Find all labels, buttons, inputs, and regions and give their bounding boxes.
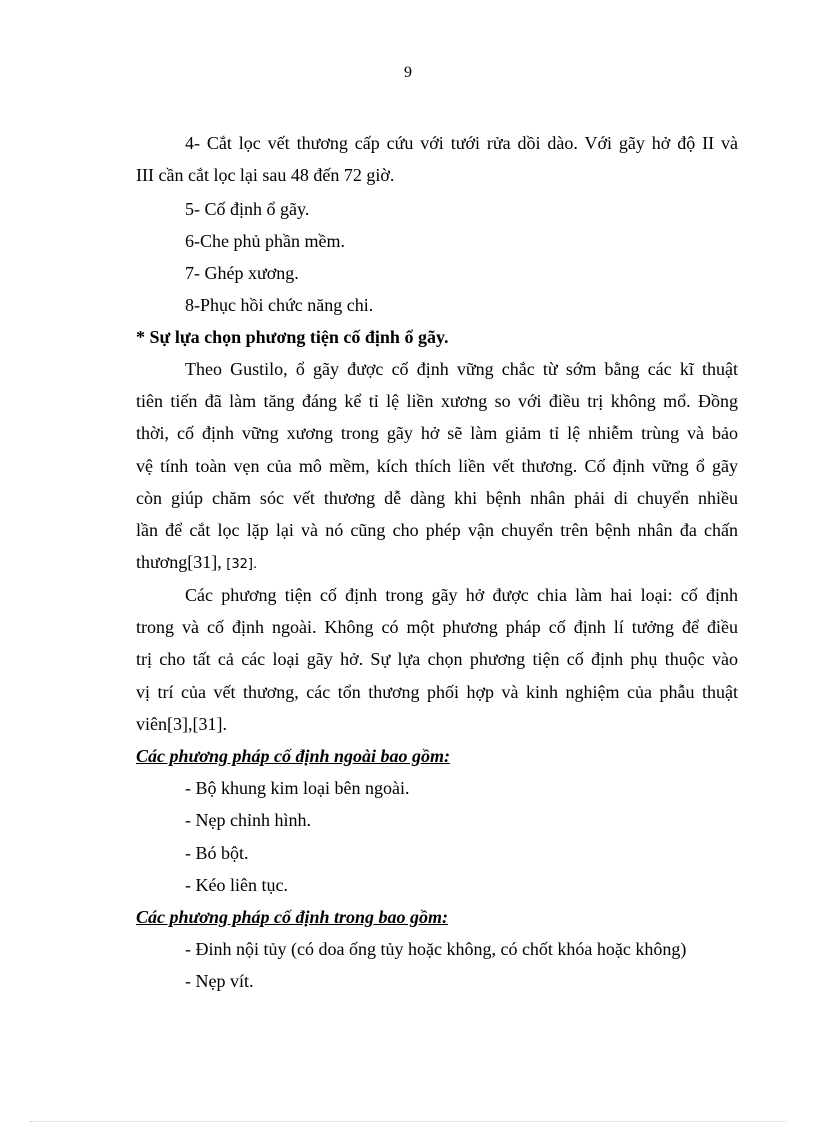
- paragraph-line: vệ tính toàn vẹn của mô mềm, kích thích liền vết thương. Cố định vững ổ gãy: [136, 456, 738, 476]
- list-item: - Bó bột.: [185, 843, 249, 863]
- paragraph-line: III cần cắt lọc lại sau 48 đến 72 giờ.: [136, 165, 395, 185]
- list-item: - Đinh nội tủy (có doa ống tủy hoặc không, có chốt khóa hoặc không): [185, 939, 687, 959]
- paragraph-line: trị cho tất cả các loại gãy hở. Sự lựa chọn phương tiện cố định phụ thuộc vào: [136, 649, 738, 669]
- paragraph-line: lần để cắt lọc lặp lại và nó cũng cho phép vận chuyển trên bệnh nhân đa chấn: [136, 520, 738, 540]
- page-bottom-rule: [30, 1121, 786, 1122]
- list-item: 8-Phục hồi chức năng chi.: [185, 295, 374, 315]
- paragraph-line: viên[3],[31].: [136, 714, 227, 734]
- citation-ref: [32].: [226, 557, 258, 572]
- paragraph-line: vị trí của vết thương, các tổn thương phối hợp và kinh nghiệm của phẫu thuật: [136, 682, 738, 702]
- list-item: - Kéo liên tục.: [185, 875, 288, 895]
- external-fixation-heading: Các phương pháp cố định ngoài bao gồm:: [136, 746, 450, 766]
- paragraph-line: trong và cố định ngoài. Không có một phương pháp cố định lí tưởng để điều: [136, 617, 738, 637]
- paragraph-line: Các phương tiện cố định trong gãy hở được chia làm hai loại: cố định: [185, 585, 738, 605]
- paragraph-line: còn giúp chăm sóc vết thương dễ dàng khi bệnh nhân phải di chuyển nhiều: [136, 488, 738, 508]
- paragraph-line: [136, 551, 257, 576]
- citation-text: thương[31],: [136, 552, 227, 572]
- list-item: - Bộ khung kim loại bên ngoài.: [185, 778, 410, 798]
- paragraph-line: Theo Gustilo, ổ gãy được cố định vững chắc từ sớm bằng các kĩ thuật: [185, 359, 738, 379]
- list-item: 5- Cố định ổ gãy.: [185, 199, 310, 219]
- paragraph-line: tiên tiến đã làm tăng đáng kể tỉ lệ liền xương so với điều trị không mổ. Đồng: [136, 391, 738, 411]
- list-item: - Nẹp chỉnh hình.: [185, 810, 311, 830]
- section-heading: * Sự lựa chọn phương tiện cố định ổ gãy.: [136, 327, 449, 347]
- internal-fixation-heading: Các phương pháp cố định trong bao gồm:: [136, 907, 448, 927]
- list-item: - Nẹp vít.: [185, 971, 254, 991]
- paragraph-line: thời, cố định vững xương trong gãy hở sẽ làm giảm tỉ lệ nhiễm trùng và bảo: [136, 423, 738, 443]
- page-number: 9: [404, 64, 412, 81]
- list-item: 7- Ghép xương.: [185, 263, 299, 283]
- list-item: 6-Che phủ phần mềm.: [185, 231, 345, 251]
- paragraph-line: 4- Cắt lọc vết thương cấp cứu với tưới rửa dồi dào. Với gãy hở độ II và: [185, 133, 738, 153]
